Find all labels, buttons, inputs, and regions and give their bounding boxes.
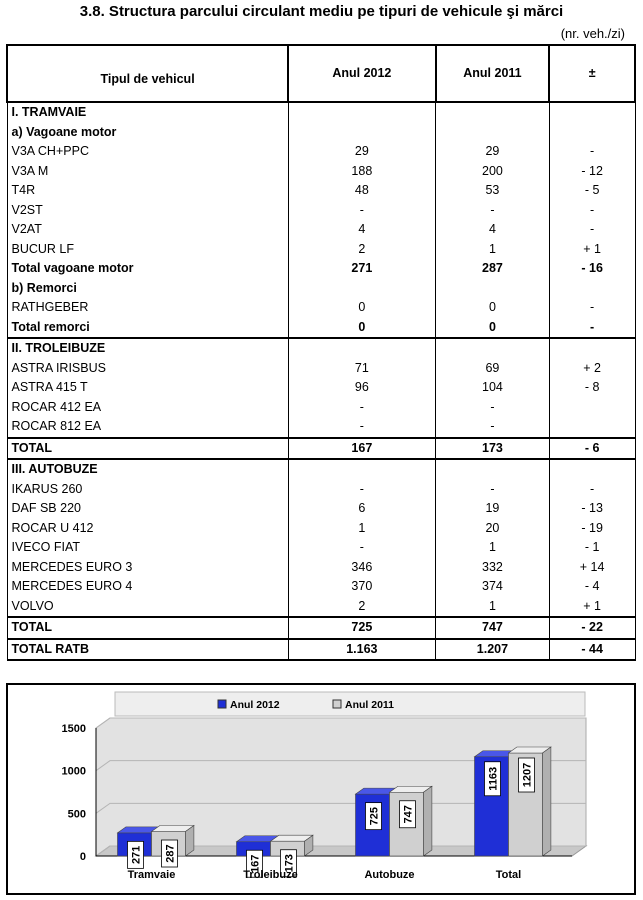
row-label: T4R (7, 181, 288, 201)
cell-2012: 370 (288, 577, 436, 597)
cell-2012: - (288, 417, 436, 438)
cell-2012: 167 (288, 438, 436, 460)
row-label: RATHGEBER (7, 298, 288, 318)
data-label: 1163 (487, 766, 500, 791)
cell-2011: 104 (436, 378, 550, 398)
cell-2012: 6 (288, 499, 436, 519)
row-label: V2AT (7, 220, 288, 240)
row-label: Total remorci (7, 318, 288, 339)
row-label: Total vagoane motor (7, 259, 288, 279)
unit-label: (nr. veh./zi) (560, 26, 625, 41)
row-label: V2ST (7, 201, 288, 221)
cell-diff: - 12 (549, 162, 635, 182)
legend-swatch (218, 700, 226, 708)
legend-label: Anul 2011 (345, 699, 395, 711)
cell-2011: 20 (436, 519, 550, 539)
legend-label: Anul 2012 (230, 699, 280, 711)
cell-diff: - 13 (549, 499, 635, 519)
row-label: a) Vagoane motor (7, 123, 288, 143)
cell-2011: 4 (436, 220, 550, 240)
cell-2012: 0 (288, 318, 436, 339)
cell-2011: 332 (436, 558, 550, 578)
y-tick-label: 500 (67, 808, 86, 821)
cell-2012: 71 (288, 359, 436, 379)
cell-2012: - (288, 480, 436, 500)
data-label: 725 (368, 806, 381, 826)
x-tick-label: Tramvaie (127, 869, 176, 881)
cell-2011: 200 (436, 162, 550, 182)
row-label: TOTAL RATB (7, 639, 288, 661)
cell-diff: - (549, 480, 635, 500)
x-tick-label: Total (495, 869, 522, 881)
cell-2012: 271 (288, 259, 436, 279)
data-label: 287 (164, 844, 177, 863)
row-label: IKARUS 260 (7, 480, 288, 500)
row-label: ROCAR U 412 (7, 519, 288, 539)
row-label: ASTRA 415 T (7, 378, 288, 398)
cell-2011: 19 (436, 499, 550, 519)
cell-diff: - 19 (549, 519, 635, 539)
row-label: V3A M (7, 162, 288, 182)
y-tick-label: 0 (79, 851, 86, 863)
row-label: ROCAR 812 EA (7, 417, 288, 438)
legend-swatch (333, 700, 341, 708)
cell-2012: 0 (288, 298, 436, 318)
cell-diff: - (549, 220, 635, 240)
x-tick-label: Autobuze (364, 869, 415, 881)
cell-2011: 0 (436, 318, 550, 339)
cell-diff: - (549, 318, 635, 339)
header-2012: Anul 2012 (288, 45, 436, 102)
cell-2012: 346 (288, 558, 436, 578)
cell-2012: 725 (288, 617, 436, 639)
data-label: 173 (283, 854, 296, 873)
cell-diff: - 44 (549, 639, 635, 661)
bar-side (543, 747, 551, 856)
cell-2012: 4 (288, 220, 436, 240)
header-type: Tipul de vehicul (7, 45, 288, 102)
bar-side (424, 786, 432, 856)
data-label: 1207 (521, 762, 534, 788)
page-title: 3.8. Structura parcului circulant mediu pe tipuri de vehicule şi mărci (79, 3, 564, 20)
row-label: MERCEDES EURO 3 (7, 558, 288, 578)
cell-diff: - 8 (549, 378, 635, 398)
cell-diff: + 1 (549, 240, 635, 260)
cell-2012: 48 (288, 181, 436, 201)
cell-2011: 287 (436, 259, 550, 279)
cell-2011: 1.207 (436, 639, 550, 661)
cell-2012: 2 (288, 240, 436, 260)
cell-2011: 0 (436, 298, 550, 318)
cell-2012: 96 (288, 378, 436, 398)
row-label: BUCUR LF (7, 240, 288, 260)
row-label: b) Remorci (7, 279, 288, 299)
cell-2012: 1.163 (288, 639, 436, 661)
cell-2011: 29 (436, 142, 550, 162)
row-label: IVECO FIAT (7, 538, 288, 558)
cell-diff: - 1 (549, 538, 635, 558)
header-diff: ± (549, 45, 635, 102)
row-label: II. TROLEIBUZE (7, 338, 288, 359)
cell-diff: - (549, 142, 635, 162)
cell-2011: - (436, 398, 550, 418)
y-tick-label: 1000 (61, 765, 86, 778)
cell-diff: - 5 (549, 181, 635, 201)
header-2011: Anul 2011 (436, 45, 550, 102)
cell-diff: + 14 (549, 558, 635, 578)
cell-diff: + 2 (549, 359, 635, 379)
cell-diff: - 4 (549, 577, 635, 597)
cell-2012: - (288, 538, 436, 558)
cell-2012: 1 (288, 519, 436, 539)
cell-2011: 69 (436, 359, 550, 379)
cell-2012: - (288, 201, 436, 221)
cell-2012: 188 (288, 162, 436, 182)
data-label: 271 (130, 845, 143, 865)
cell-2011: - (436, 417, 550, 438)
cell-2011: 173 (436, 438, 550, 460)
cell-2011: 1 (436, 597, 550, 618)
cell-2012: 2 (288, 597, 436, 618)
cell-diff: + 1 (549, 597, 635, 618)
row-label: TOTAL (7, 617, 288, 639)
cell-2012: 29 (288, 142, 436, 162)
data-label: 167 (249, 854, 262, 873)
row-label: VOLVO (7, 597, 288, 618)
data-label: 747 (402, 805, 415, 824)
cell-diff: - 6 (549, 438, 635, 460)
cell-diff: - 22 (549, 617, 635, 639)
row-label: V3A CH+PPC (7, 142, 288, 162)
cell-2011: 1 (436, 240, 550, 260)
cell-2012: - (288, 398, 436, 418)
cell-2011: 1 (436, 538, 550, 558)
x-tick-label: Troleibuze (243, 869, 298, 881)
cell-diff: - (549, 201, 635, 221)
y-tick-label: 1500 (61, 723, 86, 735)
cell-diff: - 16 (549, 259, 635, 279)
cell-diff: - (549, 298, 635, 318)
cell-2011: 374 (436, 577, 550, 597)
row-label: ASTRA IRISBUS (7, 359, 288, 379)
cell-2011: - (436, 201, 550, 221)
row-label: DAF SB 220 (7, 499, 288, 519)
row-label: TOTAL (7, 438, 288, 460)
row-label: MERCEDES EURO 4 (7, 577, 288, 597)
cell-2011: 747 (436, 617, 550, 639)
cell-2011: 53 (436, 181, 550, 201)
row-label: III. AUTOBUZE (7, 459, 288, 480)
row-label: I. TRAMVAIE (7, 102, 288, 123)
row-label: ROCAR 412 EA (7, 398, 288, 418)
cell-2011: - (436, 480, 550, 500)
